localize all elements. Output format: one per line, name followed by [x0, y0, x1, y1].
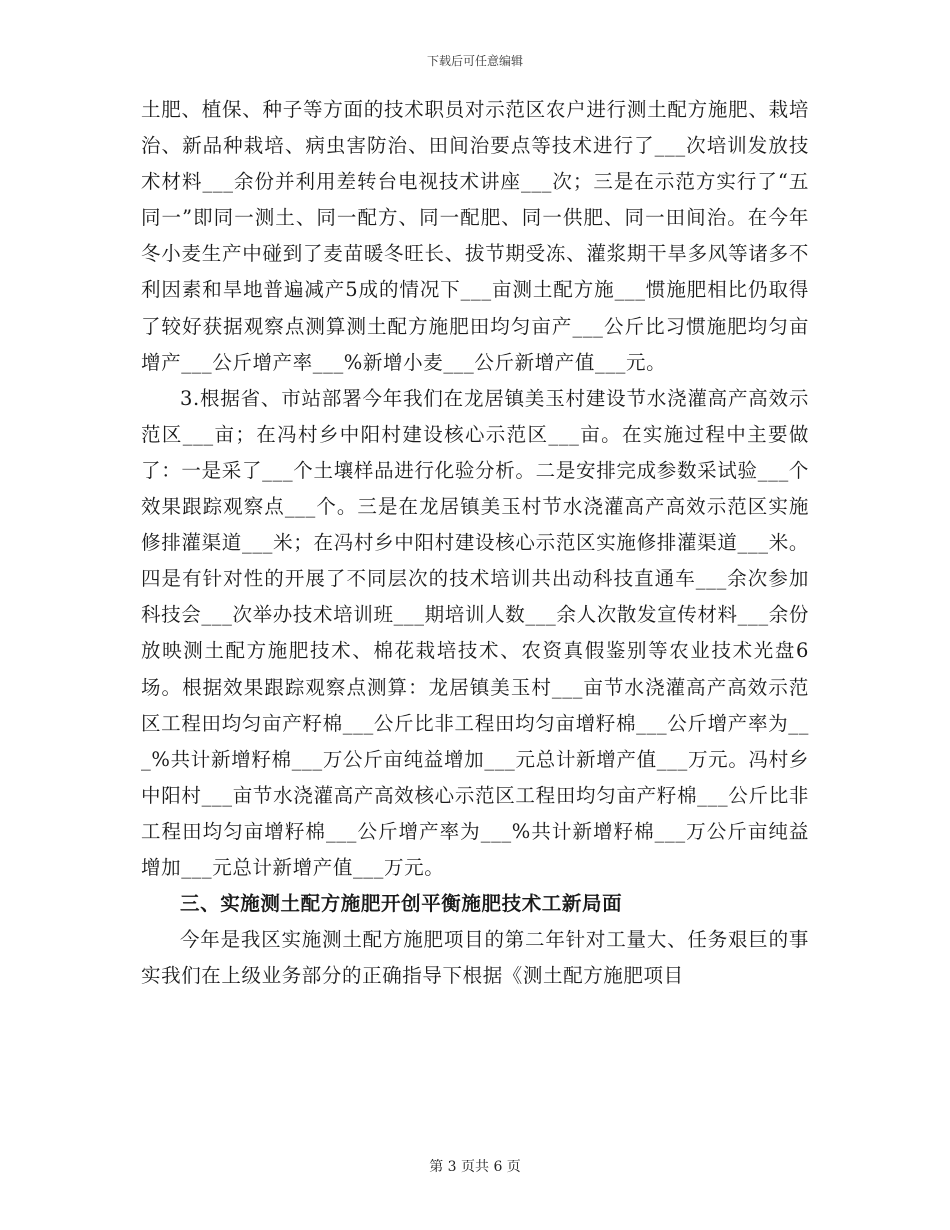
page-footer: 第 3 页共 6 页 — [429, 1159, 521, 1175]
paragraph-section-intro: 今年是我区实施测土配方施肥项目的第二年针对工量大、任务艰巨的事实我们在上级业务部分的正确指导下根据《测土配方施肥项目 — [141, 928, 809, 988]
page-header: 下载后可任意编辑 — [426, 54, 523, 68]
paragraph-item-3: 3.根据省、市站部署今年我们在龙居镇美玉村建设节水浇灌高产高效示范区___亩；在冯村乡中阳村建设核心示范区___亩。在实施过程中主要做了：一是采了___个土壤样品进行化验分析。二是安排完成参数采试验___个效果跟踪观察点___个。三是在龙居镇美玉村节水浇灌高产高效示范区实施修排灌渠道___米；在冯村乡中阳村建设核心示范区实施修排灌渠道___米。四是有针对性的开展了不同层次的技术培训共出动科技直通车___余次参加科技会___次举办技术培训班___期培训人数___余人次散发宣传材料___余份放映测土配方施肥技术、棉花栽培技术、农资真假鉴别等农业技术光盘6场。根据效果跟踪观察点测算：龙居镇美玉村___亩节水浇灌高产高效示范区工程田均匀亩产籽棉___公斤比非工程田均匀亩增籽棉___公斤增产率为___%共计新增籽棉___万公斤亩纯益增加___元总计新增产值___万元。冯村乡中阳村___亩节水浇灌高产高效核心示范区工程田均匀亩产籽棉___公斤比非工程田均匀亩增籽棉___公斤增产率为___%共计新增籽棉___万公斤亩纯益增加___元总计新增产值___万元。 — [141, 386, 809, 879]
paragraph-continuation: 土肥、植保、种子等方面的技术职员对示范区农户进行测土配方施肥、栽培治、新品种栽培、病虫害防治、田间治要点等技术进行了___次培训发放技术材料___余份并利用差转台电视技术讲座___次；三是在示范方实行了“五同一”即同一测土、同一配方、同一配肥、同一供肥、同一田间治。在今年冬小麦生产中碰到了麦苗暖冬旺长、拔节期受冻、灌浆期干旱多风等诸多不利因素和旱地普遍减产5成的情况下___亩测土配方施___惯施肥相比仍取得了较好获据观察点测算测土配方施肥田均匀亩产___公斤比习惯施肥均匀亩增产___公斤增产率___%新增小麦___公斤新增产值___元。 — [141, 98, 809, 374]
document-body — [141, 92, 809, 994]
section-heading: 三、实施测土配方施肥开创平衡施肥技术工新局面 — [180, 892, 623, 916]
